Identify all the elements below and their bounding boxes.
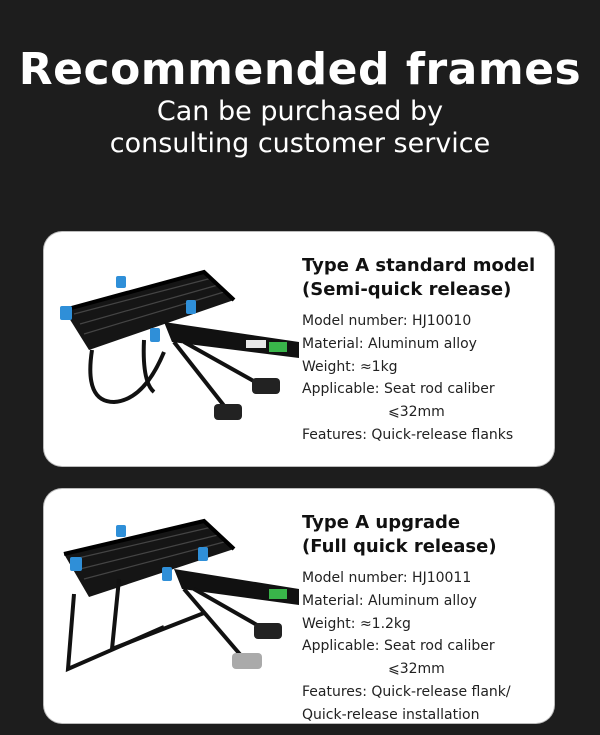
page-subtitle xyxy=(0,96,600,160)
product-title-line-2: (Full quick release) xyxy=(302,536,497,557)
rack-image-upgrade xyxy=(54,509,309,709)
subtitle-line-2: consulting customer service xyxy=(109,128,491,159)
spec-material: Material: Aluminum alloy xyxy=(302,592,477,609)
spec-material: Material: Aluminum alloy xyxy=(302,335,477,352)
product-title-line-1: Type A standard model xyxy=(302,255,536,276)
product-title xyxy=(302,511,552,559)
product-info-standard xyxy=(302,254,552,447)
rack-image-standard xyxy=(54,252,309,452)
product-card-standard xyxy=(44,232,554,466)
spec-model-number: Model number: HJ10011 xyxy=(302,570,472,586)
product-card-upgrade xyxy=(44,489,554,723)
spec-weight: Weight: ≈1.2kg xyxy=(302,615,411,632)
product-title xyxy=(302,254,552,302)
product-info-upgrade xyxy=(302,511,552,723)
spec-applicable: Applicable: Seat rod caliber xyxy=(302,381,495,398)
spec-applicable: Applicable: Seat rod caliber xyxy=(302,638,495,655)
spec-model-number: Model number: HJ10010 xyxy=(302,313,472,329)
spec-weight: Weight: ≈1kg xyxy=(302,358,398,375)
spec-features: Features: Quick-release flanks xyxy=(302,426,514,443)
subtitle-line-1: Can be purchased by xyxy=(156,96,444,127)
spec-features: Features: Quick-release flank/ xyxy=(302,683,511,700)
page-title: Recommended frames xyxy=(18,44,582,95)
spec-features-continued: Quick-release installation xyxy=(302,706,480,723)
product-title-line-2: (Semi-quick release) xyxy=(302,279,512,300)
spec-applicable-value: ⩽32mm xyxy=(388,404,445,421)
product-title-line-1: Type A upgrade xyxy=(302,512,461,533)
spec-applicable-value: ⩽32mm xyxy=(388,661,445,678)
